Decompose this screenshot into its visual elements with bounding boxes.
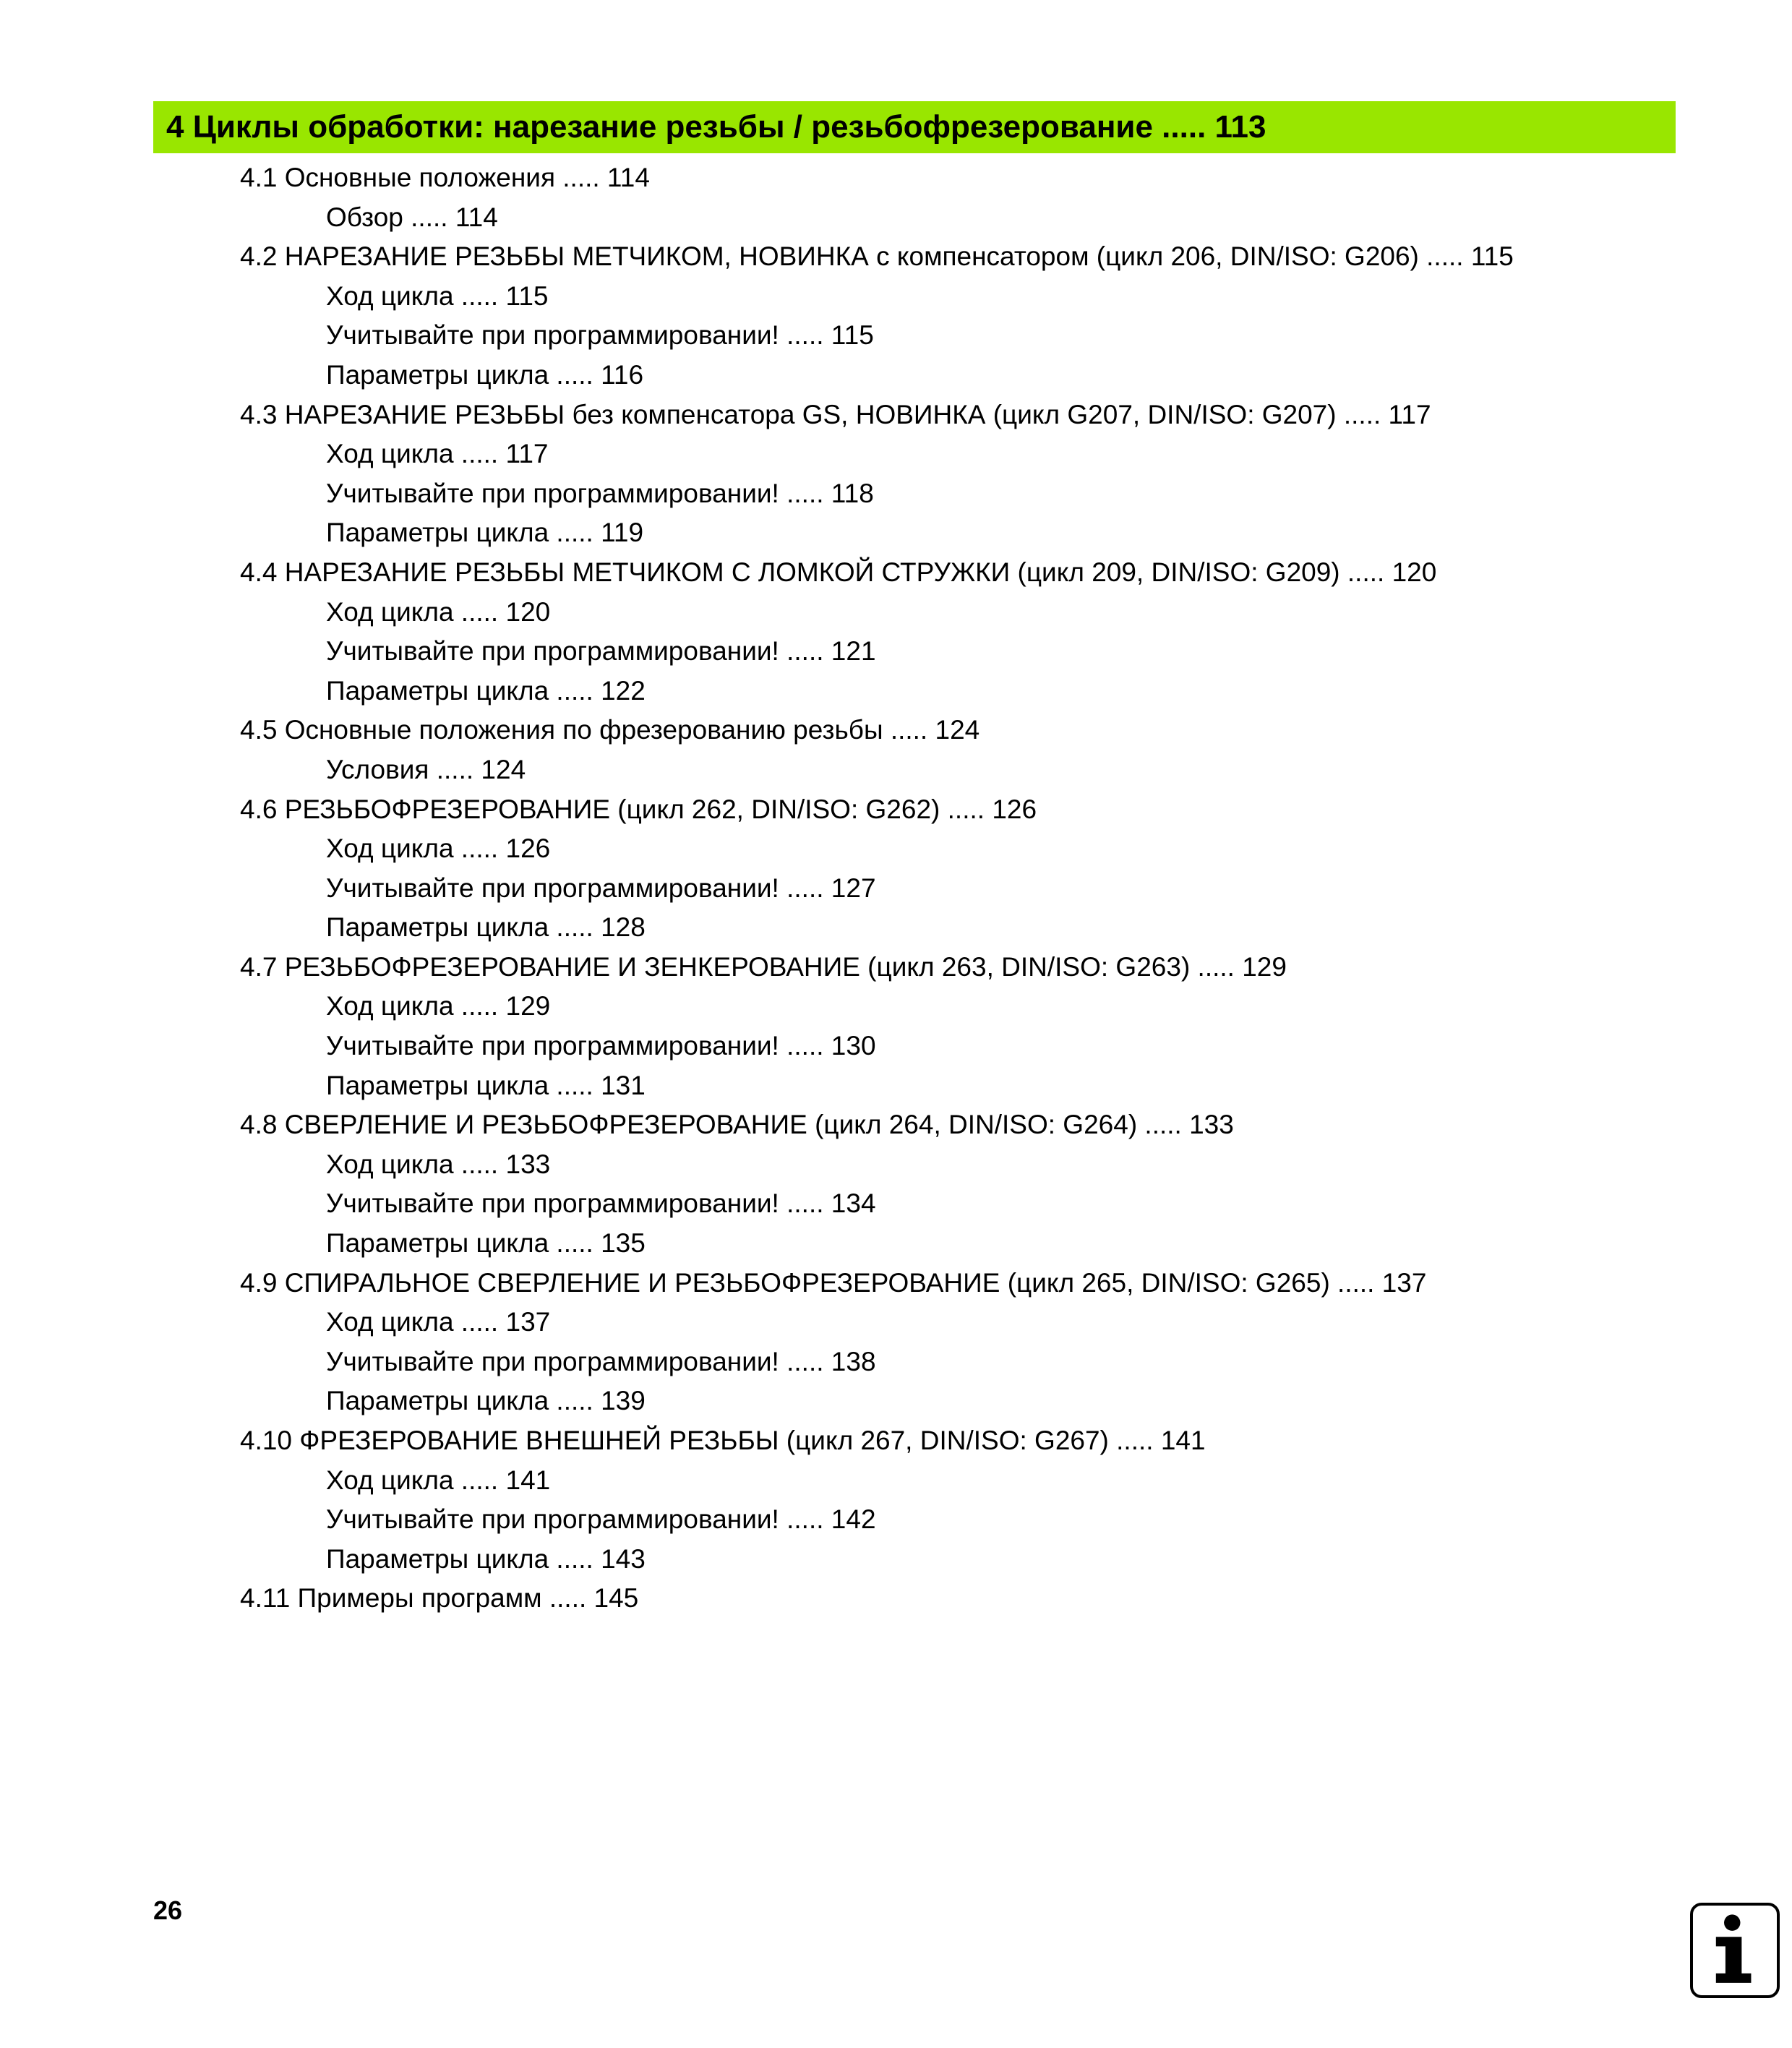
toc-section-entry: 4.4 НАРЕЗАНИЕ РЕЗЬБЫ МЕТЧИКОМ С ЛОМКОЙ СТРУЖКИ (цикл 209, DIN/ISO: G209) ..... 120 <box>240 557 1437 587</box>
toc-subsection-entry: Ход цикла ..... 141 <box>326 1465 551 1495</box>
toc-subsection-entry: Ход цикла ..... 117 <box>326 439 549 469</box>
chapter-title <box>153 101 1676 153</box>
info-icon <box>1690 1903 1780 1998</box>
toc-subsection-entry: Ход цикла ..... 126 <box>326 834 551 864</box>
toc-subsection-entry: Параметры цикла ..... 139 <box>326 1386 646 1416</box>
toc-section-entry: 4.2 НАРЕЗАНИЕ РЕЗЬБЫ МЕТЧИКОМ, НОВИНКА с компенсатором (цикл 206, DIN/ISO: G206) ..... 115 <box>240 241 1514 272</box>
toc-subsection-entry: Учитывайте при программировании! ..... 127 <box>326 873 876 903</box>
toc-subsection-entry: Ход цикла ..... 129 <box>326 991 551 1021</box>
toc-subsection-entry: Учитывайте при программировании! ..... 115 <box>326 320 874 351</box>
toc-subsection-entry: Ход цикла ..... 115 <box>326 280 549 311</box>
toc-subsection-entry: Обзор ..... 114 <box>326 202 498 232</box>
page-number: 26 <box>153 1895 183 1925</box>
toc-subsection-entry: Учитывайте при программировании! ..... 138 <box>326 1346 876 1376</box>
toc-subsection-entry: Параметры цикла ..... 135 <box>326 1228 646 1259</box>
toc-subsection-entry: Параметры цикла ..... 116 <box>326 359 644 390</box>
toc-subsection-entry: Ход цикла ..... 137 <box>326 1307 551 1337</box>
toc-section-entry: 4.3 НАРЕЗАНИЕ РЕЗЬБЫ без компенсатора GS, НОВИНКА (цикл G207, DIN/ISO: G207) ..... 117 <box>240 399 1431 429</box>
toc-section-entry: 4.8 СВЕРЛЕНИЕ И РЕЗЬБОФРЕЗЕРОВАНИЕ (цикл 264, DIN/ISO: G264) ..... 133 <box>240 1110 1234 1140</box>
toc-subsection-entry: Учитывайте при программировании! ..... 134 <box>326 1188 876 1219</box>
toc-section-entry: 4.7 РЕЗЬБОФРЕЗЕРОВАНИЕ И ЗЕНКЕРОВАНИЕ (цикл 263, DIN/ISO: G263) ..... 129 <box>240 951 1287 982</box>
chapter-title-text: 4 Циклы обработки: нарезание резьбы / резьбофрезерование ..... 113 <box>166 109 1266 145</box>
toc-subsection-entry: Учитывайте при программировании! ..... 130 <box>326 1031 876 1061</box>
toc-subsection-entry: Параметры цикла ..... 119 <box>326 518 644 548</box>
toc-subsection-entry: Условия ..... 124 <box>326 754 526 784</box>
toc-section-entry: 4.5 Основные положения по фрезерованию резьбы ..... 124 <box>240 715 980 745</box>
toc-section-entry: 4.1 Основные положения ..... 114 <box>240 163 650 192</box>
toc-subsection-entry: Ход цикла ..... 133 <box>326 1149 551 1179</box>
toc-subsection-entry: Параметры цикла ..... 128 <box>326 912 646 943</box>
toc-subsection-entry: Параметры цикла ..... 143 <box>326 1543 646 1574</box>
toc-section-entry: 4.10 ФРЕЗЕРОВАНИЕ ВНЕШНЕЙ РЕЗЬБЫ (цикл 267, DIN/ISO: G267) ..... 141 <box>240 1426 1206 1455</box>
toc-subsection-entry: Учитывайте при программировании! ..... 142 <box>326 1504 876 1535</box>
toc-subsection-entry: Параметры цикла ..... 122 <box>326 675 646 706</box>
toc-section-entry: 4.9 СПИРАЛЬНОЕ СВЕРЛЕНИЕ И РЕЗЬБОФРЕЗЕРОВАНИЕ (цикл 265, DIN/ISO: G265) ..... 137 <box>240 1267 1427 1298</box>
table-of-contents <box>0 158 1792 1619</box>
toc-subsection-entry: Параметры цикла ..... 131 <box>326 1070 646 1100</box>
toc-subsection-entry: Учитывайте при программировании! ..... 121 <box>326 636 876 667</box>
toc-section-entry: 4.11 Примеры программ ..... 145 <box>240 1583 639 1614</box>
toc-section-entry: 4.6 РЕЗЬБОФРЕЗЕРОВАНИЕ (цикл 262, DIN/ISO: G262) ..... 126 <box>240 794 1037 824</box>
toc-subsection-entry: Учитывайте при программировании! ..... 118 <box>326 478 874 508</box>
toc-subsection-entry: Ход цикла ..... 120 <box>326 596 551 627</box>
